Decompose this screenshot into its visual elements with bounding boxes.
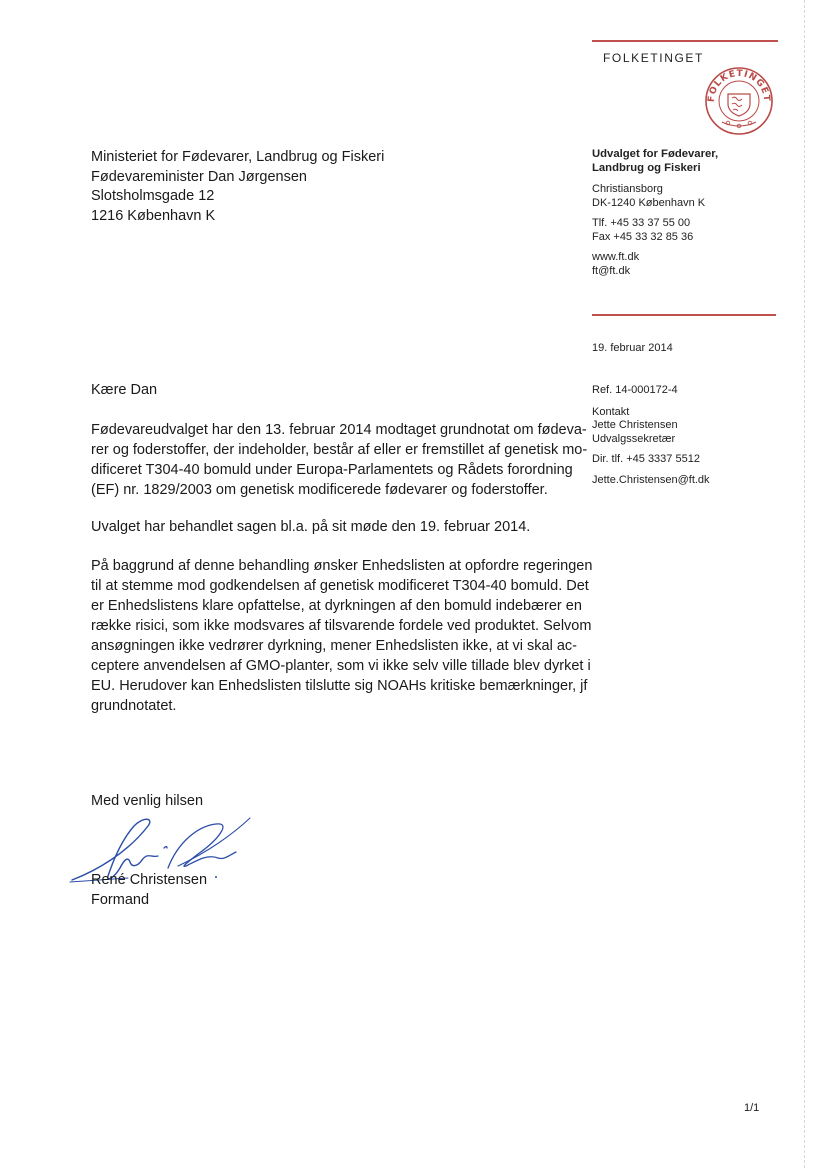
text-line: På baggrund af denne behandling ønsker Enhedslisten at opfordre regeringen: [91, 558, 593, 574]
signature-dot: [215, 876, 217, 878]
text-line: ceptere anvendelsen af GMO-planter, som vi ikke selv ville tillade blev dyrket i: [91, 658, 591, 674]
text-line: er Enhedslistens klare opfattelse, at dyrkningen af den bomuld indebærer en: [91, 598, 582, 614]
signer-title: Formand: [91, 892, 150, 908]
salutation: Kære Dan: [91, 382, 158, 398]
top-accent-rule: [592, 40, 778, 42]
sender-divider: [592, 314, 776, 316]
committee-name-cont: Landbrug og Fiskeri: [592, 162, 701, 174]
contact-label: Kontakt: [592, 405, 630, 418]
closing: Med venlig hilsen: [91, 793, 204, 809]
scan-edge-line: [804, 0, 806, 1168]
letter-date: 19. februar 2014: [592, 342, 673, 354]
paragraph-2: [91, 517, 571, 537]
recipient-line: Ministeriet for Fødevarer, Landbrug og Fiskeri: [91, 149, 385, 165]
sender-fax: Fax +45 33 32 85 36: [592, 230, 694, 243]
text-line: dificeret T304-40 bomuld under Europa-Parlamentets og Rådets forordning: [91, 462, 573, 478]
brand-name: FOLKETINGET: [603, 51, 704, 65]
text-line: ansøgningen ikke vedrører dyrkning, mener Enhedslisten ikke, at vi skal ac-: [91, 638, 577, 654]
text-line: EU. Herudover kan Enhedslisten tilslutte sig NOAHs kritiske bemærkninger, jf: [91, 678, 588, 694]
recipient-line: Slotsholmsgade 12: [91, 188, 215, 204]
text-line: rer og foderstoffer, der indeholder, består af eller er fremstillet af genetisk mo-: [91, 442, 588, 458]
paragraph-1: [91, 420, 588, 500]
text-line: (EF) nr. 1829/2003 om genetisk modificerede fødevarer og foderstoffer.: [91, 482, 548, 498]
sender-web-link[interactable]: www.ft.dk: [592, 251, 640, 263]
sender-phone: Tlf. +45 33 37 55 00: [592, 217, 691, 229]
sender-block: [592, 147, 718, 278]
svg-text:FOLKETINGET: [707, 69, 771, 103]
sender-address: Christiansborg: [592, 183, 663, 195]
text-line: Uvalget har behandlet sagen bl.a. på sit møde den 19. februar 2014.: [91, 519, 531, 535]
text-line: grundnotatet.: [91, 698, 177, 714]
recipient-line: Fødevareminister Dan Jørgensen: [91, 168, 307, 185]
paragraph-3: [91, 556, 593, 716]
page-number: 1/1: [744, 1102, 760, 1114]
text-line: til at stemme mod godkendelsen af genetisk modificeret T304-40 bomuld. Det: [91, 578, 589, 594]
contact-title: Udvalgssekretær: [592, 432, 676, 445]
text-line: række risici, som ikke modsvares af tilsvarende fordele ved produktet. Selvom: [91, 618, 592, 634]
reference-block: [592, 384, 710, 487]
sender-email-link[interactable]: ft@ft.dk: [592, 264, 631, 277]
recipient-address: [91, 148, 384, 226]
recipient-line: 1216 København K: [91, 207, 216, 224]
contact-direct-phone: Dir. tlf. +45 3337 5512: [592, 453, 700, 465]
signer-name: René Christensen: [91, 872, 208, 888]
folketinget-seal-icon: [704, 66, 774, 136]
contact-name: Jette Christensen: [592, 419, 678, 431]
reference-number: Ref. 14-000172-4: [592, 384, 678, 396]
committee-name: Udvalget for Fødevarer,: [592, 148, 719, 160]
sender-address: DK-1240 København K: [592, 196, 706, 209]
text-line: Fødevareudvalget har den 13. februar 2014 modtaget grundnotat om fødeva-: [91, 422, 587, 438]
seal-text: FOLKETINGET: [706, 68, 772, 103]
contact-email-link[interactable]: Jette.Christensen@ft.dk: [592, 473, 710, 486]
signer-block: [91, 870, 207, 910]
